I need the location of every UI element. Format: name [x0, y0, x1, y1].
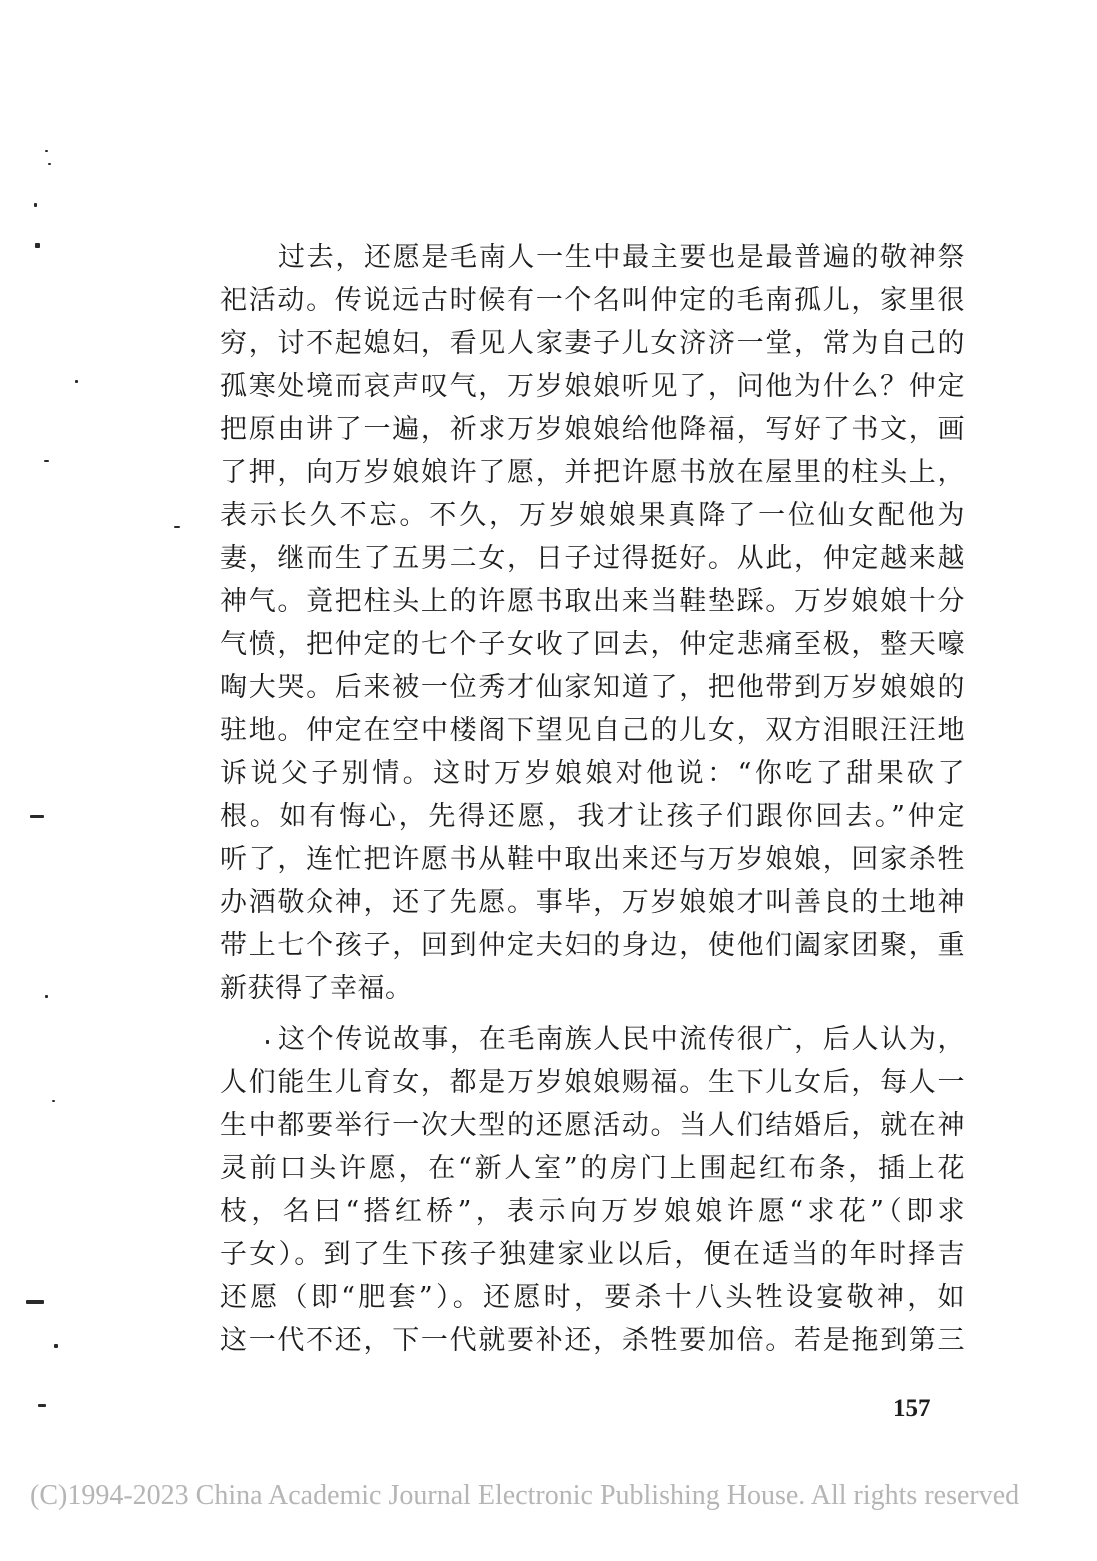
- paragraph: [220, 236, 965, 1010]
- scan-speck: [48, 163, 51, 165]
- scan-speck: [44, 460, 49, 462]
- scan-speck: [30, 815, 44, 818]
- text-line: 听了，连忙把许愿书从鞋中取出来还与万岁娘娘，回家杀牲: [220, 844, 965, 875]
- scan-speck: [45, 150, 48, 152]
- text-line: 孤寒处境而哀声叹气，万岁娘娘听见了，问他为什么？仲定: [220, 371, 965, 402]
- scan-speck: [52, 1100, 55, 1102]
- scan-speck: [45, 995, 48, 998]
- scan-speck: [54, 1344, 58, 1348]
- text-line: 这个传说故事，在毛南族人民中流传很广，后人认为，: [278, 1024, 965, 1055]
- scan-speck: [38, 1404, 46, 1407]
- scan-speck: [174, 526, 180, 528]
- page-number: 157: [893, 1395, 931, 1422]
- text-line: 还愿（即“肥套”）。还愿时，要杀十八头牲设宴敬神，如: [220, 1282, 965, 1313]
- copyright-watermark: (C)1994-2023 China Academic Journal Electronic Publishing House. All rights reserved: [30, 1480, 1020, 1511]
- text-line: 这一代不还，下一代就要补还，杀牲要加倍。若是拖到第三: [220, 1325, 965, 1356]
- text-line: 驻地。仲定在空中楼阁下望见自己的儿女，双方泪眼汪汪地: [220, 715, 965, 746]
- text-line: 把原由讲了一遍，祈求万岁娘娘给他降福，写好了书文，画: [220, 414, 965, 445]
- text-line: 表示长久不忘。不久，万岁娘娘果真降了一位仙女配他为: [220, 500, 965, 531]
- scan-speck: [34, 203, 37, 207]
- text-line: 带上七个孩子，回到仲定夫妇的身边，使他们阖家团聚，重: [220, 930, 965, 961]
- scan-speck: [35, 243, 40, 248]
- text-line: 穷，讨不起媳妇，看见人家妻子儿女济济一堂，常为自己的: [220, 328, 965, 359]
- text-line: 啕大哭。后来被一位秀才仙家知道了，把他带到万岁娘娘的: [220, 672, 965, 703]
- text-line: 枝，名曰“搭红桥”，表示向万岁娘娘许愿“求花”（即求: [220, 1196, 965, 1227]
- text-line: 诉说父子别情。这时万岁娘娘对他说：“你吃了甜果砍了: [220, 758, 965, 789]
- text-line: 根。如有悔心，先得还愿，我才让孩子们跟你回去。”仲定: [220, 801, 965, 832]
- scan-speck: [26, 1300, 44, 1304]
- text-line: 气愤，把仲定的七个子女收了回去，仲定悲痛至极，整天嚎: [220, 629, 965, 660]
- text-line: 神气。竟把柱头上的许愿书取出来当鞋垫踩。万岁娘娘十分: [220, 586, 965, 617]
- text-line: 子女）。到了生下孩子独建家业以后，便在适当的年时择吉: [220, 1239, 965, 1270]
- paragraph: [220, 1018, 965, 1362]
- text-line: 新获得了幸福。: [220, 973, 413, 1004]
- text-line: 过去，还愿是毛南人一生中最主要也是最普遍的敬神祭: [278, 242, 965, 273]
- text-line: 了押，向万岁娘娘许了愿，并把许愿书放在屋里的柱头上，: [220, 457, 965, 488]
- text-line: 生中都要举行一次大型的还愿活动。当人们结婚后，就在神: [220, 1110, 965, 1141]
- text-line: 人们能生儿育女，都是万岁娘娘赐福。生下儿女后，每人一: [220, 1067, 965, 1098]
- text-line: 办酒敬众神，还了先愿。事毕，万岁娘娘才叫善良的土地神: [220, 887, 965, 918]
- text-line: 灵前口头许愿，在“新人室”的房门上围起红布条，插上花: [220, 1153, 965, 1184]
- text-line: 祀活动。传说远古时候有一个名叫仲定的毛南孤儿，家里很: [220, 285, 965, 316]
- scan-speck: [75, 380, 78, 383]
- text-line: 妻，继而生了五男二女，日子过得挺好。从此，仲定越来越: [220, 543, 965, 574]
